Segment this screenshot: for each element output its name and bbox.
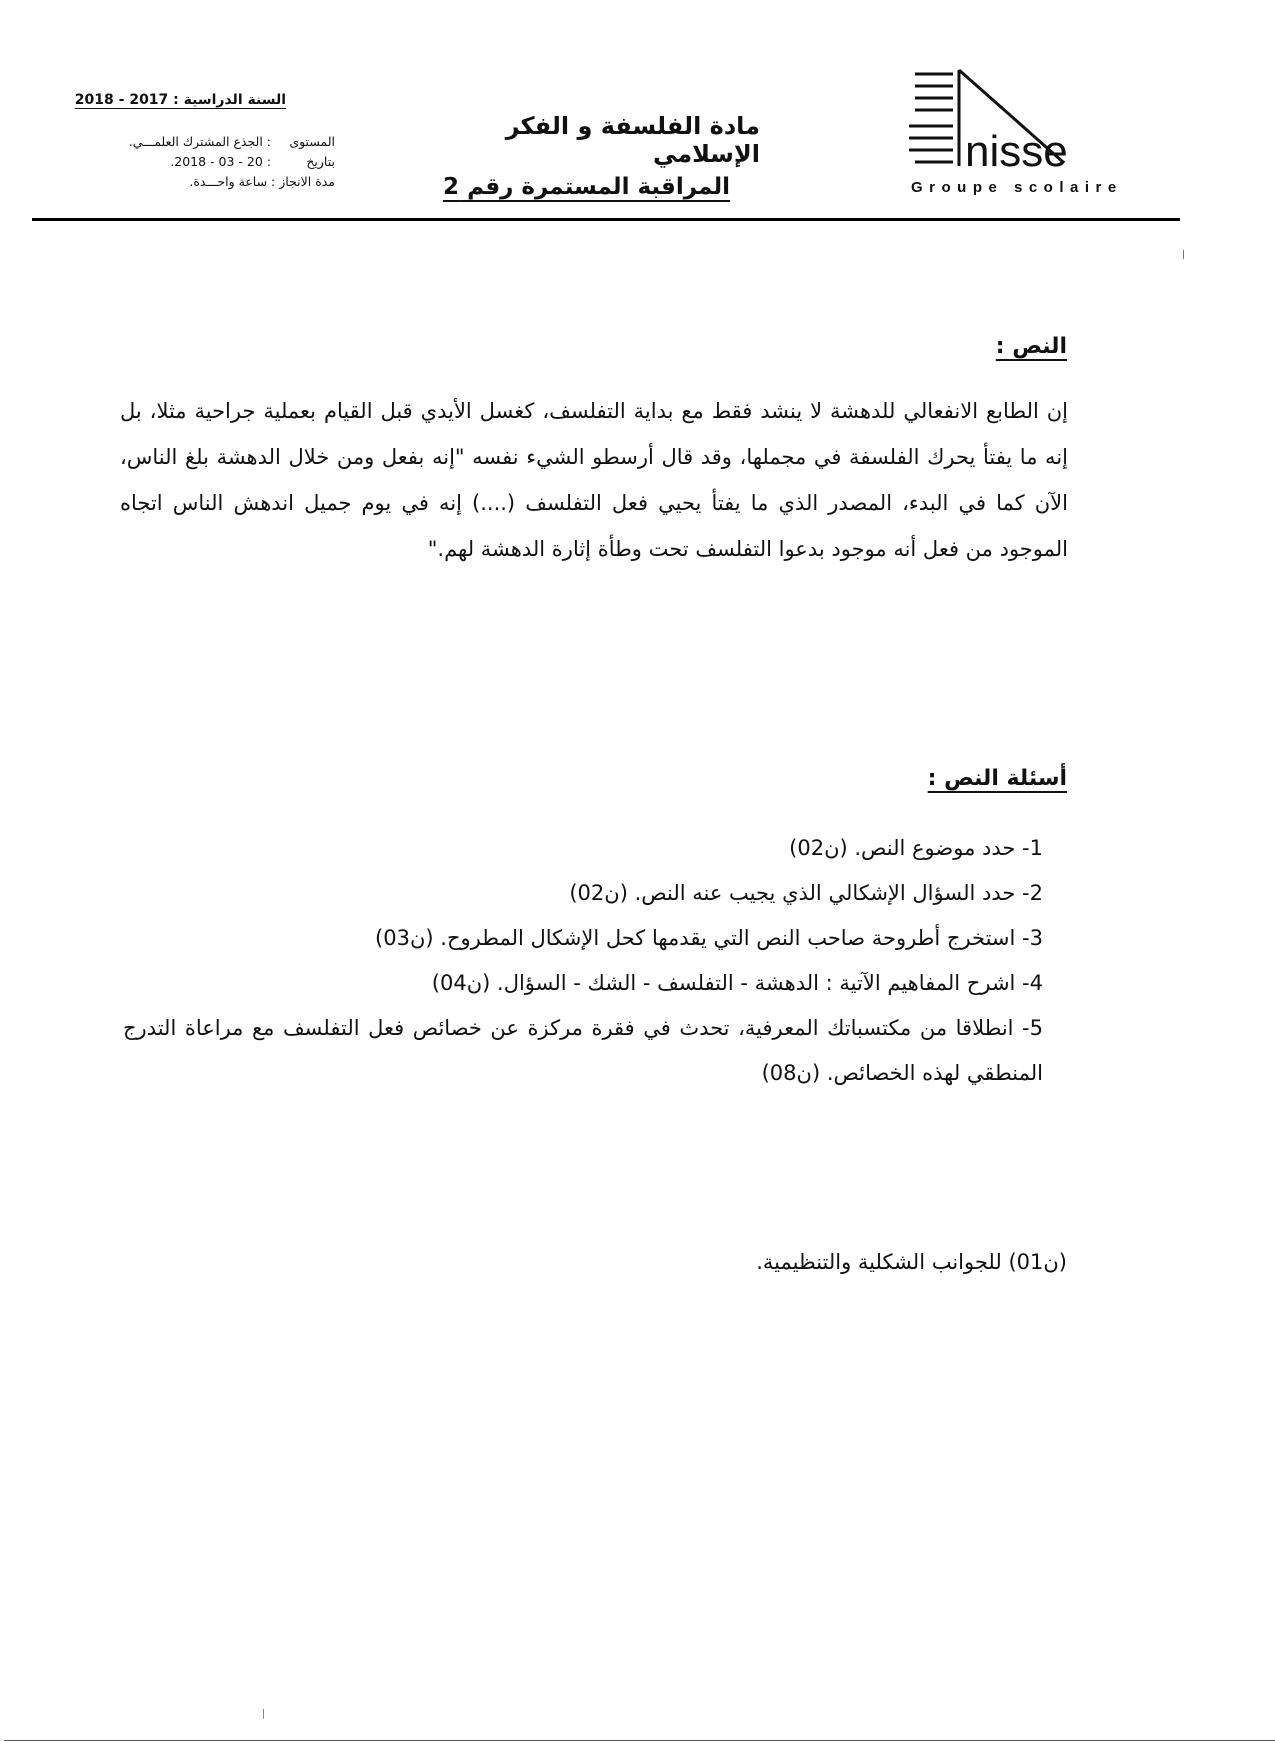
- level-label: المستوى: [289, 134, 335, 149]
- text-heading: النص :: [995, 334, 1067, 359]
- header-divider: [32, 218, 1180, 221]
- question-item: [123, 916, 1043, 961]
- date-label: بتاريخ: [306, 154, 335, 169]
- question-text: 1- حدد موضوع النص.: [854, 836, 1043, 860]
- questions-list: [123, 826, 1043, 1096]
- school-logo: [905, 68, 1145, 198]
- date-line: [90, 154, 335, 169]
- subject-title: مادة الفلسفة و الفكر الإسلامي: [505, 112, 760, 168]
- question-points: (08ن): [761, 1061, 821, 1085]
- question-points: (02ن): [789, 836, 848, 860]
- school-year: السنة الدراسية : 2017 - 2018: [74, 92, 286, 108]
- question-text: 2- حدد السؤال الإشكالي الذي يجيب عنه النص.: [634, 881, 1043, 905]
- level-value: : الجذع المشترك العلمـــي.: [128, 134, 272, 149]
- question-text: 4- اشرح المفاهيم الآتية : الدهشة - التفلسف - الشك - السؤال.: [497, 971, 1043, 995]
- duration-line: مدة الانجاز : ساعة واحـــدة.: [189, 174, 335, 189]
- logo-subtitle: Groupe scolaire: [911, 179, 1123, 196]
- question-item: [123, 826, 1043, 871]
- note-points: (01ن): [1008, 1250, 1067, 1274]
- formatting-points-note: [756, 1250, 1067, 1274]
- question-item: [123, 961, 1043, 1006]
- date-value: : 20 - 03 - 2018.: [170, 154, 272, 169]
- questions-heading: أسئلة النص :: [927, 766, 1067, 791]
- exam-title: المراقبة المستمرة رقم 2: [443, 174, 730, 200]
- question-item: [123, 1006, 1043, 1096]
- scan-mark: [1183, 250, 1184, 259]
- question-points: (02ن): [569, 881, 628, 905]
- question-item: [123, 871, 1043, 916]
- scan-mark: [263, 1709, 264, 1719]
- question-points: (03ن): [375, 926, 434, 950]
- passage-text: إن الطابع الانفعالي للدهشة لا ينشد فقط مع بداية التفلسف، كغسل الأيدي قبل القيام بعملية جراحية مثلا، بل إنه ما يفتأ يحرك الفلسفة في مجملها، وقد قال أرسطو الشيء نفسه "إنه بفعل ومن خلال الدهشة بلغ الناس، الآن كما في البدء، المصدر الذي ما يفتأ يحيي فعل التفلسف (....) إنه في يوم جميل اندهش الناس اتجاه الموجود من فعل أنه موجود بدعوا التفلسف تحت وطأة إثارة الدهشة لهم.": [120, 399, 1068, 561]
- note-text: للجوانب الشكلية والتنظيمية.: [756, 1250, 1002, 1274]
- question-text: 3- استخرج أطروحة صاحب النص التي يقدمها كحل الإشكال المطروح.: [440, 926, 1043, 950]
- question-text: 5- انطلاقا من مكتسباتك المعرفية، تحدث في فقرة مركزة عن خصائص فعل التفلسف مع مراعاة التدرج المنطقي لهذه الخصائص.: [123, 1016, 1043, 1085]
- page-bottom-line: [4, 1740, 1275, 1741]
- logo-wordmark: nisse: [965, 127, 1068, 176]
- level-line: [90, 134, 335, 149]
- question-points: (04ن): [431, 971, 491, 995]
